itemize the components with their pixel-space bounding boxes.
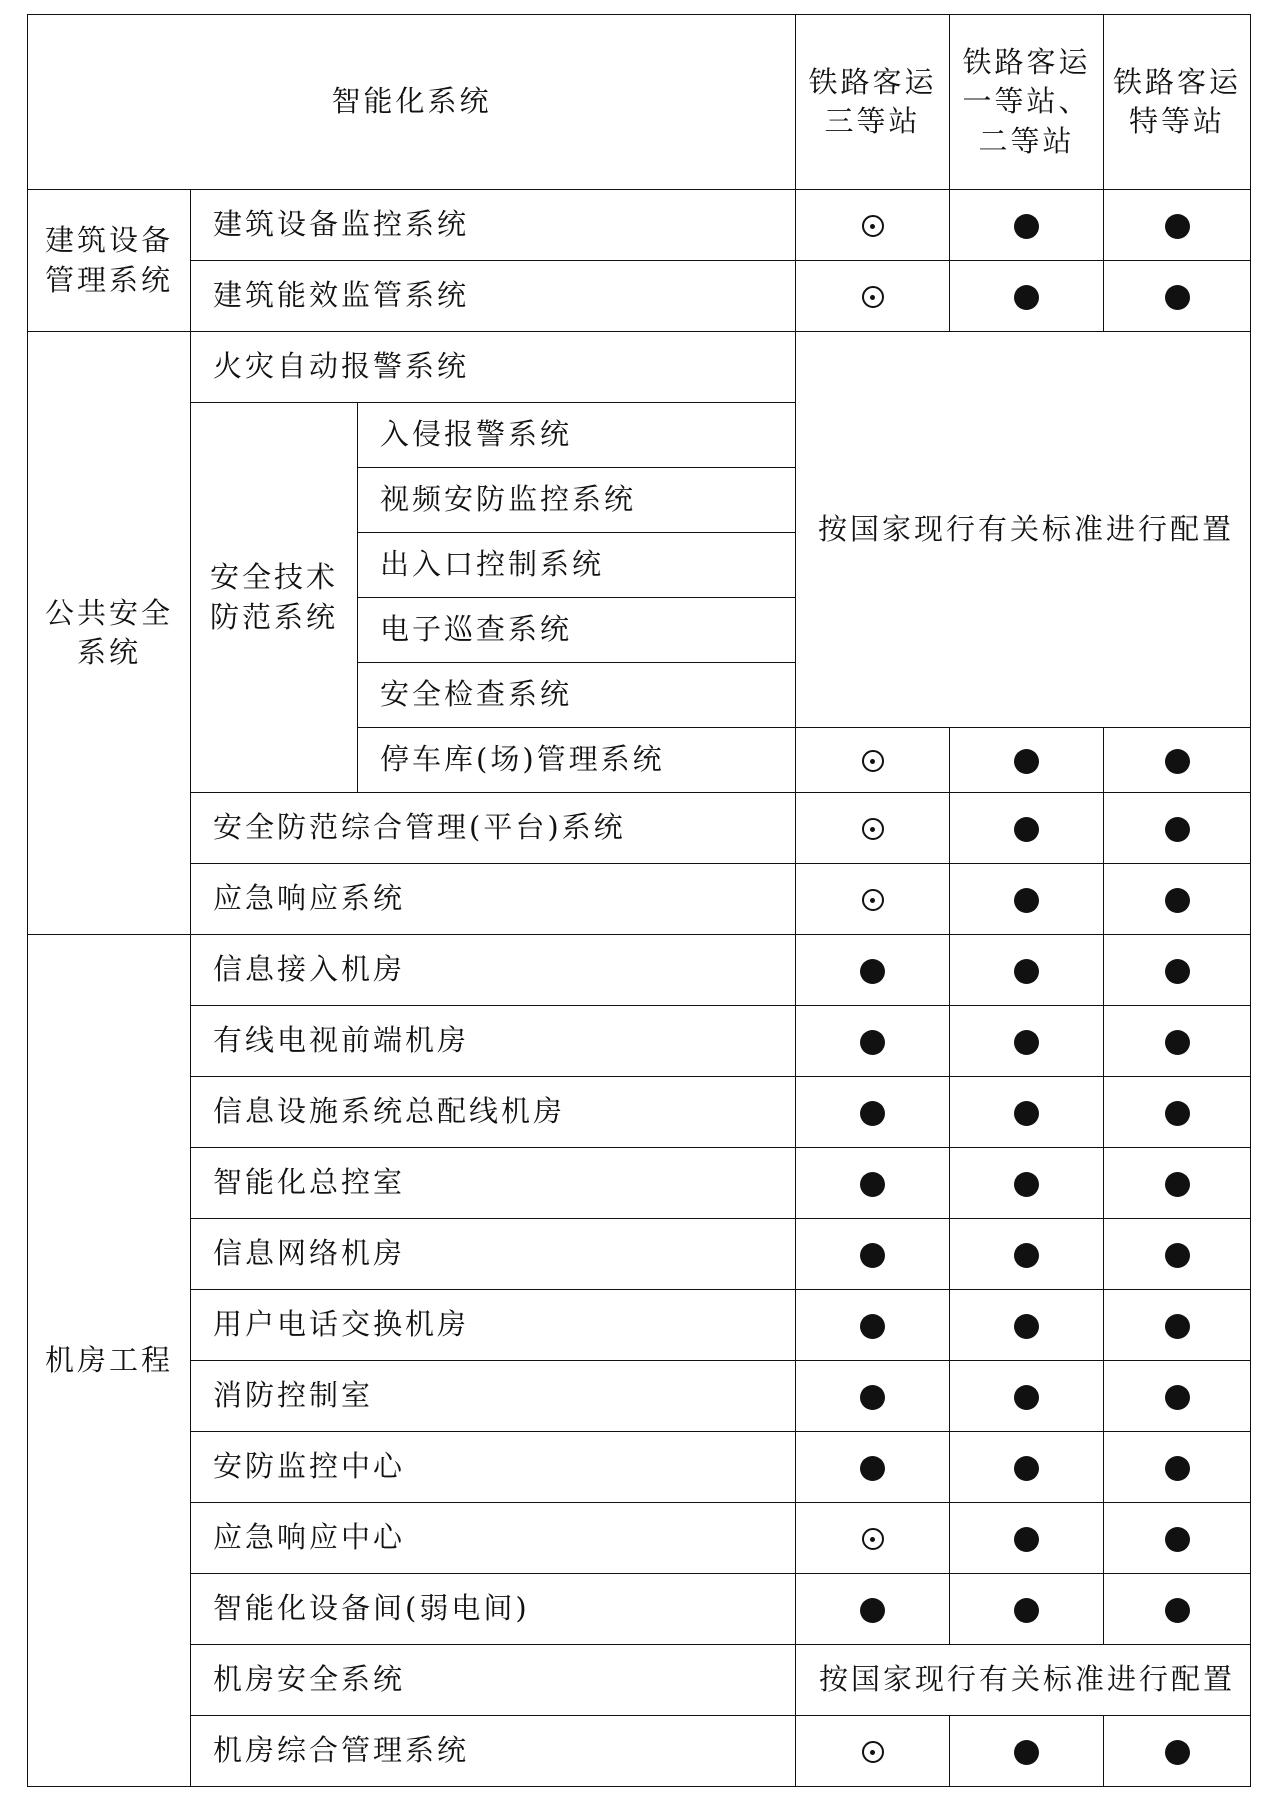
cell-special-class [1104,1006,1251,1077]
row-name: 信息网络机房 [191,1219,796,1290]
table-row [28,1645,1251,1716]
cell-special-class [1104,728,1251,793]
header-col-special-class: 铁路客运 特等站 [1104,15,1251,190]
cell-first-second-class [950,1148,1104,1219]
header-row [28,15,1251,190]
cell-first-second-class [950,1716,1104,1787]
filled-circle-icon [1014,959,1039,984]
cell-special-class [1104,1148,1251,1219]
filled-circle-icon [1014,888,1039,913]
group-public-safety: 公共安全 系统 [28,332,191,935]
filled-circle-icon [860,1456,885,1481]
filled-circle-icon [1014,214,1039,239]
header-col-third-class: 铁路客运 三等站 [796,15,950,190]
dotted-circle-icon [862,889,884,911]
dotted-circle-icon [862,1528,884,1550]
cell-special-class [1104,1219,1251,1290]
table-row [28,1219,1251,1290]
row-name: 安防监控中心 [191,1432,796,1503]
table-row [28,1503,1251,1574]
filled-circle-icon [1165,1314,1190,1339]
table-row [28,935,1251,1006]
cell-special-class [1104,261,1251,332]
cell-third-class [796,1290,950,1361]
row-name: 消防控制室 [191,1361,796,1432]
row-name: 智能化总控室 [191,1148,796,1219]
filled-circle-icon [860,1598,885,1623]
filled-circle-icon [1165,1385,1190,1410]
cell-third-class [796,1077,950,1148]
table-row [28,1574,1251,1645]
note-per-national-standard: 按国家现行有关标准进行配置 [796,1645,1251,1716]
cell-special-class [1104,190,1251,261]
table-row [28,261,1251,332]
cell-first-second-class [950,728,1104,793]
table-row [28,1361,1251,1432]
note-per-national-standard: 按国家现行有关标准进行配置 [796,332,1251,728]
filled-circle-icon [1165,749,1190,774]
row-name: 机房安全系统 [191,1645,796,1716]
cell-first-second-class [950,935,1104,1006]
cell-third-class [796,1574,950,1645]
row-name: 智能化设备间(弱电间) [191,1574,796,1645]
header-col-first-second-class: 铁路客运 一等站、 二等站 [950,15,1104,190]
table-row [28,1716,1251,1787]
filled-circle-icon [1014,1456,1039,1481]
filled-circle-icon [1165,1527,1190,1552]
cell-special-class [1104,1361,1251,1432]
filled-circle-icon [1014,1101,1039,1126]
row-name: 入侵报警系统 [358,403,796,468]
filled-circle-icon [860,959,885,984]
filled-circle-icon [1165,285,1190,310]
cell-third-class [796,1716,950,1787]
cell-first-second-class [950,1290,1104,1361]
cell-special-class [1104,1574,1251,1645]
cell-first-second-class [950,864,1104,935]
filled-circle-icon [1165,1172,1190,1197]
cell-first-second-class [950,1219,1104,1290]
dotted-circle-icon [862,215,884,237]
cell-first-second-class [950,793,1104,864]
filled-circle-icon [1165,1740,1190,1765]
row-name: 建筑设备监控系统 [191,190,796,261]
dotted-circle-icon [862,750,884,772]
cell-third-class [796,864,950,935]
filled-circle-icon [1014,817,1039,842]
cell-first-second-class [950,1503,1104,1574]
cell-third-class [796,935,950,1006]
group-building-management: 建筑设备 管理系统 [28,190,191,332]
filled-circle-icon [860,1385,885,1410]
filled-circle-icon [1014,1598,1039,1623]
table-row [28,1290,1251,1361]
filled-circle-icon [1165,959,1190,984]
cell-first-second-class [950,1077,1104,1148]
table-row [28,190,1251,261]
cell-special-class [1104,1077,1251,1148]
row-name: 应急响应系统 [191,864,796,935]
cell-first-second-class [950,1574,1104,1645]
cell-special-class [1104,864,1251,935]
cell-third-class [796,261,950,332]
header-system: 智能化系统 [28,15,796,190]
filled-circle-icon [860,1314,885,1339]
row-name: 安全检查系统 [358,663,796,728]
cell-third-class [796,1503,950,1574]
cell-first-second-class [950,261,1104,332]
row-name: 信息设施系统总配线机房 [191,1077,796,1148]
table-row [28,1148,1251,1219]
filled-circle-icon [1014,1385,1039,1410]
cell-first-second-class [950,1432,1104,1503]
row-name: 有线电视前端机房 [191,1006,796,1077]
row-name: 出入口控制系统 [358,533,796,598]
cell-special-class [1104,1503,1251,1574]
cell-third-class [796,1432,950,1503]
cell-special-class [1104,1716,1251,1787]
filled-circle-icon [1165,1243,1190,1268]
cell-third-class [796,1219,950,1290]
cell-third-class [796,1148,950,1219]
cell-first-second-class [950,1006,1104,1077]
row-name: 机房综合管理系统 [191,1716,796,1787]
filled-circle-icon [860,1243,885,1268]
filled-circle-icon [860,1101,885,1126]
row-name: 建筑能效监管系统 [191,261,796,332]
filled-circle-icon [1014,285,1039,310]
row-name: 用户电话交换机房 [191,1290,796,1361]
cell-first-second-class [950,1361,1104,1432]
filled-circle-icon [1014,1740,1039,1765]
row-name: 信息接入机房 [191,935,796,1006]
filled-circle-icon [1014,1314,1039,1339]
cell-special-class [1104,1290,1251,1361]
group-security-technology: 安全技术 防范系统 [191,403,358,793]
dotted-circle-icon [862,286,884,308]
row-name: 视频安防监控系统 [358,468,796,533]
filled-circle-icon [1014,1527,1039,1552]
row-name: 停车库(场)管理系统 [358,728,796,793]
table-row [28,864,1251,935]
cell-third-class [796,1006,950,1077]
filled-circle-icon [1014,749,1039,774]
filled-circle-icon [1165,888,1190,913]
table-row [28,1077,1251,1148]
row-name: 应急响应中心 [191,1503,796,1574]
dotted-circle-icon [862,1741,884,1763]
row-name: 火灾自动报警系统 [191,332,796,403]
cell-third-class [796,1361,950,1432]
cell-third-class [796,728,950,793]
cell-special-class [1104,1432,1251,1503]
filled-circle-icon [1014,1172,1039,1197]
filled-circle-icon [1165,1101,1190,1126]
group-machine-room: 机房工程 [28,935,191,1787]
dotted-circle-icon [862,818,884,840]
table-row [28,1006,1251,1077]
filled-circle-icon [860,1172,885,1197]
filled-circle-icon [860,1030,885,1055]
row-name: 安全防范综合管理(平台)系统 [191,793,796,864]
filled-circle-icon [1014,1030,1039,1055]
cell-special-class [1104,935,1251,1006]
filled-circle-icon [1165,1598,1190,1623]
cell-first-second-class [950,190,1104,261]
cell-third-class [796,190,950,261]
filled-circle-icon [1165,1456,1190,1481]
filled-circle-icon [1165,1030,1190,1055]
table-row [28,1432,1251,1503]
table-row [28,332,1251,403]
cell-third-class [796,793,950,864]
filled-circle-icon [1165,817,1190,842]
table-row [28,793,1251,864]
row-name: 电子巡查系统 [358,598,796,663]
filled-circle-icon [1014,1243,1039,1268]
cell-special-class [1104,793,1251,864]
intelligent-system-config-table [27,14,1251,1787]
filled-circle-icon [1165,214,1190,239]
